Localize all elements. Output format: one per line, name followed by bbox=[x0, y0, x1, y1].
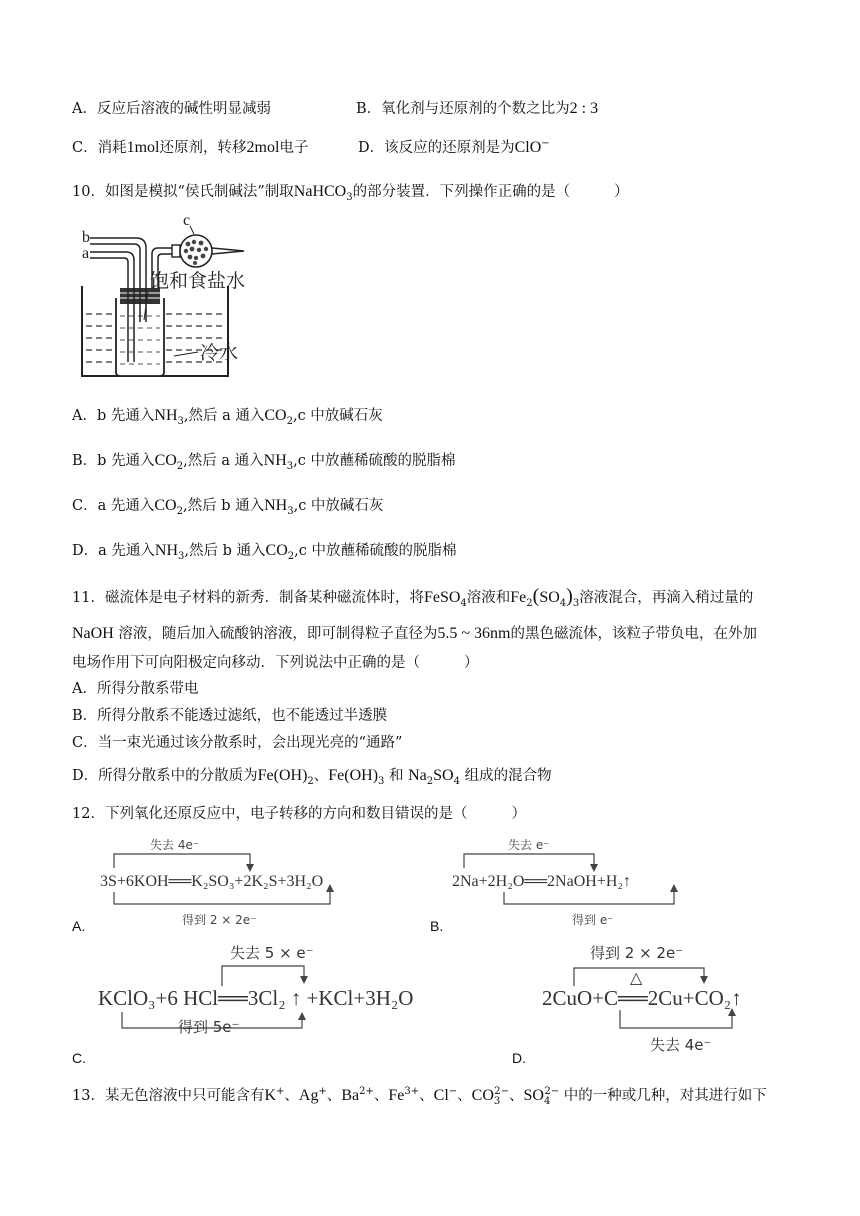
apparatus-diagram bbox=[80, 212, 280, 382]
q9-option-d: D．该反应的还原剂是为ClO− bbox=[358, 138, 550, 156]
q10-stem: 10．如图是模拟“侯氏制碱法”制取NaHCO$_3$的部分装置．下列操作正确的是（ ） bbox=[72, 183, 629, 203]
q12-c-equation: KClO₃+6 HCl══3Cl₂ ↑ +KCl+3H₂O bbox=[98, 986, 414, 1010]
q11-stem-line3: 电场作用下可向阳极定向移动．下列说法中正确的是（ ） bbox=[72, 655, 479, 671]
label-a: a bbox=[82, 245, 90, 262]
q10-option-c: C．a 先通入$CO_2$,然后 b 通入$NH_3,c$ 中放碱石灰 bbox=[72, 497, 384, 517]
q12-c-top-label: 失去 5 × e⁻ bbox=[230, 944, 314, 962]
q12-b-letter: B. bbox=[430, 918, 444, 934]
q12-a-bottom-label: 得到 2 × 2e⁻ bbox=[182, 913, 257, 927]
q12-b-equation: 2Na+2H₂O══2NaOH+H₂↑ bbox=[452, 873, 631, 890]
label-saltwater: 饱和食盐水 bbox=[150, 270, 246, 292]
q12-stem: 12．下列氧化还原反应中，电子转移的方向和数目错误的是（ ） bbox=[72, 806, 526, 822]
q10-option-d: D．a 先通入$NH_3$,然后 b 通入$CO_2,c$ 中放蘸稀硫酸的脱脂棉 bbox=[72, 542, 457, 562]
q9-option-b: B．氧化剂与还原剂的个数之比为2 : 3 bbox=[356, 100, 599, 117]
q12-d-heat-symbol: △ bbox=[630, 970, 643, 987]
q12-a-equation: 3S+6KOH══K₂SO₃+2K₂S+3H₂O bbox=[100, 873, 324, 890]
q11-stem-line1: 11．磁流体是电子材料的新秀．制备某种磁流体时，将FeSO$_4$溶液和$Fe_2(SO_4)_3$溶液混合，再滴入稍过量的 bbox=[72, 585, 754, 609]
q10-option-a: A．b 先通入$NH_3$,然后 a 通入$CO_2,c$ 中放碱石灰 bbox=[72, 407, 383, 427]
q12-c-letter: C. bbox=[72, 1050, 86, 1066]
label-b: b bbox=[82, 229, 90, 246]
q12-a-top-label: 失去 4e⁻ bbox=[150, 838, 200, 852]
q11-stem-line2: NaOH 溶液，随后加入硫酸钠溶液，即可制得粒子直径为5.5 ~ 36nm的黑色磁流体，该粒子带负电，在外加 bbox=[72, 625, 757, 642]
q12-a-letter: A. bbox=[72, 918, 86, 934]
q11-option-b: B．所得分散系不能透过滤纸，也不能透过半透膜 bbox=[72, 708, 388, 724]
q11-option-c: C．当一束光通过该分散系时，会出现光亮的“通路” bbox=[72, 735, 403, 751]
q13-stem: 13．某无色溶液中只可能含有K+、Ag+、$Ba^{2+}$、$Fe^{3+}$、Cl−、$CO_3^{2-}$、$SO_4^{2-}$ 中的一种或几种，对其进行如下 bbox=[72, 1086, 767, 1107]
q12-d-top-label: 得到 2 × 2e⁻ bbox=[590, 944, 684, 962]
q11-option-d: D．所得分散系中的分散质为$Fe(OH)_2$、$Fe(OH)_3$ 和 $Na_2SO_4$ 组成的混合物 bbox=[72, 767, 552, 787]
q12-d-equation: 2CuO+C══2Cu+CO₂↑ bbox=[542, 986, 742, 1010]
label-c: c bbox=[183, 212, 191, 229]
q12-d-bottom-label: 失去 4e⁻ bbox=[650, 1036, 712, 1054]
q12-b-top-label: 失去 e⁻ bbox=[508, 838, 550, 852]
label-coldwater: 冷水 bbox=[200, 342, 239, 364]
q12-b-bottom-label: 得到 e⁻ bbox=[572, 913, 614, 927]
q12-d-letter: D. bbox=[512, 1050, 526, 1066]
q11-option-a: A．所得分散系带电 bbox=[72, 681, 199, 697]
q9-option-a: A．反应后溶液的碱性明显减弱 bbox=[72, 101, 271, 117]
q12-c-bottom-label: 得到 5e⁻ bbox=[178, 1018, 240, 1036]
q10-option-b: B．b 先通入$CO_2$,然后 a 通入$NH_3,c$ 中放蘸稀硫酸的脱脂棉 bbox=[72, 452, 456, 472]
q9-option-c: C．消耗1mol还原剂，转移2mol电子 bbox=[72, 139, 309, 156]
